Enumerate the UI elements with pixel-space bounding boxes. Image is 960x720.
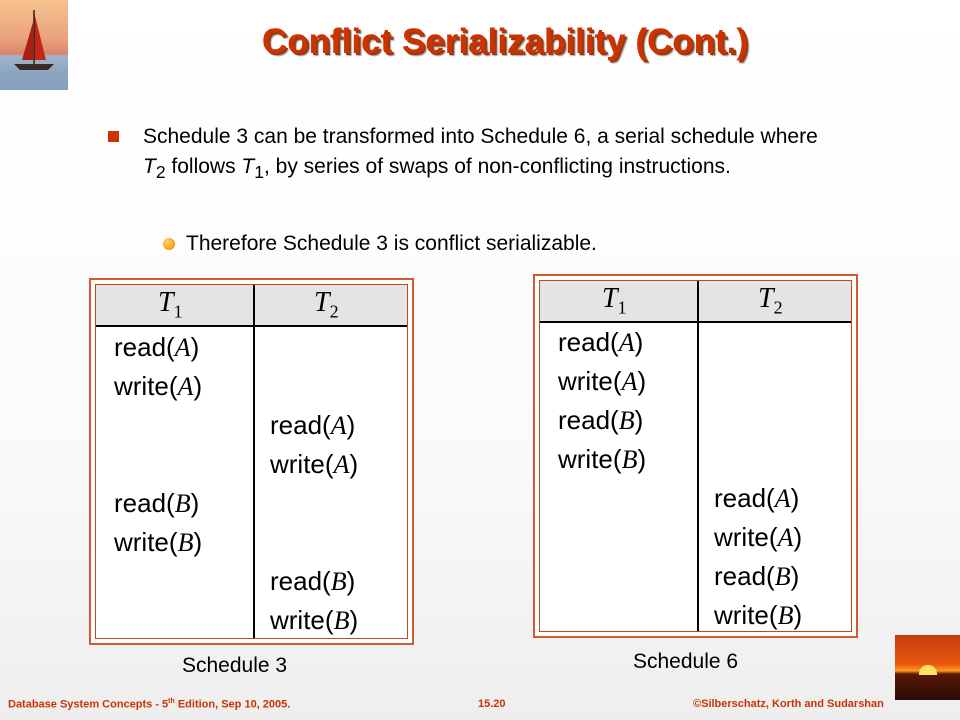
schedule-3-op-row (270, 566, 355, 597)
schedule-6-op-row (714, 561, 799, 592)
op-close: ) (793, 522, 803, 552)
schedule-3-inner (95, 284, 408, 639)
schedule-3-op-row (270, 605, 358, 636)
op-close: ) (190, 488, 200, 518)
op-close: ) (634, 327, 644, 357)
bullet-square-icon (108, 131, 119, 142)
sub-bullet: Therefore Schedule 3 is conflict serializable. (186, 232, 597, 255)
schedule-6-op-row (558, 366, 646, 397)
op-name: read( (114, 332, 175, 362)
schedule-3-op-row (270, 449, 358, 480)
op-close: ) (190, 332, 200, 362)
schedule-6-divider (697, 281, 699, 631)
op-name: read( (270, 410, 331, 440)
schedule-6-op-row (558, 444, 646, 475)
t1-var: T (241, 155, 255, 178)
schedule-6-label: Schedule 6 (633, 650, 739, 673)
op-name: write( (270, 449, 334, 479)
op-arg: A (330, 411, 347, 440)
schedule-3-op-row (114, 371, 202, 402)
footer-page-number: 15.20 (478, 698, 506, 710)
op-name: write( (114, 371, 178, 401)
op-name: read( (114, 488, 175, 518)
schedule-6-op-row (558, 327, 643, 358)
op-name: write( (114, 527, 178, 557)
bullet-text-3: , by series of swaps of non-conflicting instructions. (263, 155, 731, 178)
op-close: ) (634, 405, 644, 435)
op-name: write( (714, 600, 778, 630)
op-arg: A (774, 484, 791, 513)
schedule-6-table (533, 274, 858, 638)
op-close: ) (349, 449, 359, 479)
schedule-6-op-row (558, 405, 643, 436)
op-arg: B (330, 567, 347, 596)
op-arg: B (774, 562, 791, 591)
op-arg: A (618, 328, 635, 357)
schedule-3-table (89, 278, 414, 645)
op-close: ) (790, 561, 800, 591)
op-name: write( (558, 366, 622, 396)
schedule-3-divider (253, 285, 255, 638)
op-arg: B (621, 445, 638, 474)
op-arg: B (333, 606, 350, 635)
schedule-6-op-row (714, 600, 802, 631)
t1-sub: 1 (254, 162, 264, 183)
op-name: write( (558, 444, 622, 474)
schedule-3-op-row (270, 410, 355, 441)
t2-sub: 2 (155, 162, 166, 183)
op-close: ) (637, 444, 647, 474)
op-close: ) (793, 600, 803, 630)
schedule-3-col-t2: $T_2$ (314, 287, 339, 322)
op-name: write( (714, 522, 778, 552)
footer-copyright: ©Silberschatz, Korth and Sudarshan (693, 698, 884, 710)
op-close: ) (193, 527, 203, 557)
schedule-6-header (540, 281, 851, 323)
op-close: ) (349, 605, 359, 635)
schedule-6-op-row (714, 483, 799, 514)
t2-var: T (143, 155, 156, 178)
bullet-text-2: follows (165, 155, 242, 178)
op-close: ) (637, 366, 647, 396)
op-arg: A (333, 450, 350, 479)
op-name: write( (270, 605, 334, 635)
schedule-6-col-t1: $T_1$ (602, 283, 627, 318)
op-arg: A (621, 367, 638, 396)
schedule-3-op-row (114, 332, 199, 363)
main-bullet (143, 122, 843, 187)
op-arg: A (174, 333, 191, 362)
op-arg: A (177, 372, 194, 401)
schedule-3-header (96, 285, 407, 327)
op-arg: B (174, 489, 191, 518)
op-arg: B (777, 601, 794, 630)
schedule-3-op-row (114, 488, 199, 519)
op-name: read( (270, 566, 331, 596)
op-close: ) (346, 566, 356, 596)
op-close: ) (790, 483, 800, 513)
schedule-3-op-row (114, 527, 202, 558)
op-name: read( (558, 327, 619, 357)
schedule-6-col-t2: $T_2$ (758, 283, 783, 318)
schedule-3-col-t1: $T_1$ (158, 287, 183, 322)
sunset-logo-icon (895, 635, 960, 700)
op-arg: B (618, 406, 635, 435)
footer-left: Database System Concepts - 5th Edition, Sep 10, 2005. (8, 698, 291, 711)
slide-title: Conflict Serializability (Cont.) (261, 22, 749, 61)
op-close: ) (346, 410, 356, 440)
op-name: read( (714, 483, 775, 513)
schedule-6-inner (539, 280, 852, 632)
op-close: ) (193, 371, 203, 401)
schedule-6-op-row (714, 522, 802, 553)
op-arg: B (177, 528, 194, 557)
bullet-text-1: Schedule 3 can be transformed into Schedule 6, a serial schedule where (143, 125, 818, 148)
op-arg: A (777, 523, 794, 552)
op-name: read( (558, 405, 619, 435)
schedule-3-label: Schedule 3 (182, 654, 288, 677)
op-name: read( (714, 561, 775, 591)
bullet-dot-icon (163, 238, 175, 250)
